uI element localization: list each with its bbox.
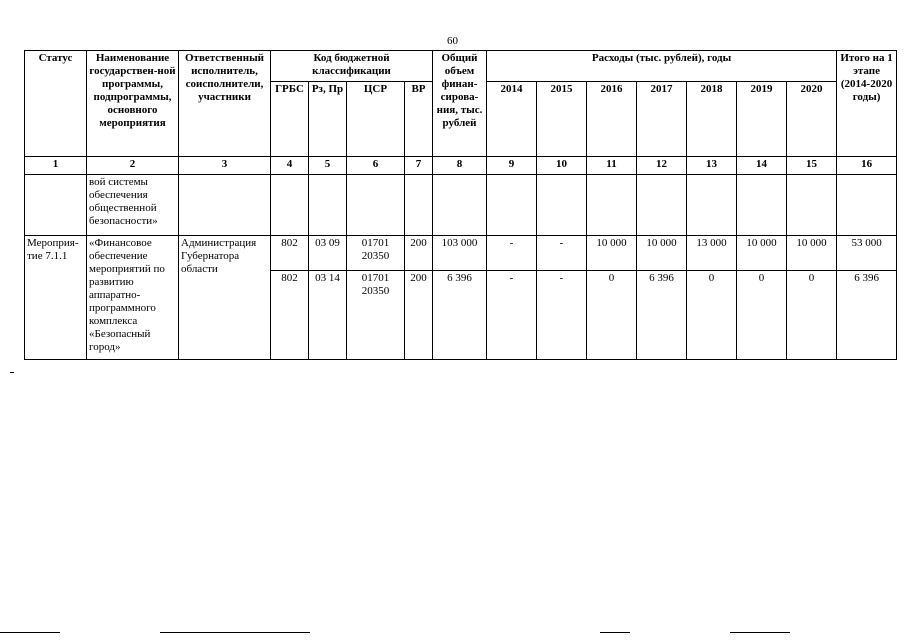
header-row-1 <box>25 51 897 82</box>
header-expenses-group: Расходы (тыс. рублей), годы <box>487 51 837 82</box>
column-number: 3 <box>179 157 271 175</box>
row2-year-2018: 0 <box>687 271 737 360</box>
header-budget-code-group: Код бюджетной классификации <box>271 51 433 82</box>
header-total-volume: Общий объем финан-сирова-ния, тыс. рублей <box>433 51 487 157</box>
row2-total: 6 396 <box>433 271 487 360</box>
activity-executor: Администрация Губернатора области <box>179 236 271 360</box>
row1-total: 103 000 <box>433 236 487 271</box>
row2-csr: 01701 20350 <box>347 271 405 360</box>
scan-edge-line <box>730 632 790 633</box>
column-number: 14 <box>737 157 787 175</box>
activity-name: «Финансовое обеспечение мероприятий по развитию аппаратно-программного комплекса «Безопасный город» <box>87 236 179 360</box>
column-number: 4 <box>271 157 309 175</box>
header-year-2015: 2015 <box>537 82 587 157</box>
row1-year-2020: 10 000 <box>787 236 837 271</box>
header-stage-total: Итого на 1 этапе (2014-2020 годы) <box>837 51 897 157</box>
row2-year-2014: - <box>487 271 537 360</box>
column-number: 2 <box>87 157 179 175</box>
header-vr: ВР <box>405 82 433 157</box>
header-year-2020: 2020 <box>787 82 837 157</box>
column-number: 16 <box>837 157 897 175</box>
activity-status: Мероприя-тие 7.1.1 <box>25 236 87 360</box>
continuation-row <box>25 175 897 236</box>
row2-year-2020: 0 <box>787 271 837 360</box>
column-number: 9 <box>487 157 537 175</box>
column-number: 6 <box>347 157 405 175</box>
row2-year-2017: 6 396 <box>637 271 687 360</box>
column-number: 12 <box>637 157 687 175</box>
header-year-2018: 2018 <box>687 82 737 157</box>
column-number: 11 <box>587 157 637 175</box>
header-executor: Ответственный исполнитель, соисполнители, участники <box>179 51 271 157</box>
page-number: 60 <box>447 35 458 47</box>
row2-year-2015: - <box>537 271 587 360</box>
row1-vr: 200 <box>405 236 433 271</box>
header-csr: ЦСР <box>347 82 405 157</box>
row2-vr: 200 <box>405 271 433 360</box>
continuation-status-cell <box>25 175 87 236</box>
column-number: 1 <box>25 157 87 175</box>
header-year-2016: 2016 <box>587 82 637 157</box>
row2-year-2019: 0 <box>737 271 787 360</box>
scan-edge-line <box>600 632 630 633</box>
column-number: 13 <box>687 157 737 175</box>
header-program-name: Наименование государствен-ной программы, подпрограммы, основного мероприятия <box>87 51 179 157</box>
row2-stage-total: 6 396 <box>837 271 897 360</box>
activity-row-1 <box>25 236 897 271</box>
column-number: 15 <box>787 157 837 175</box>
row1-year-2017: 10 000 <box>637 236 687 271</box>
scan-mark <box>10 372 14 373</box>
row2-grbs: 802 <box>271 271 309 360</box>
row1-stage-total: 53 000 <box>837 236 897 271</box>
scan-edge-line <box>0 632 60 633</box>
row2-rz-pr: 03 14 <box>309 271 347 360</box>
header-year-2014: 2014 <box>487 82 537 157</box>
row1-year-2016: 10 000 <box>587 236 637 271</box>
row1-year-2015: - <box>537 236 587 271</box>
column-number-row <box>25 157 897 175</box>
header-rz-pr: Рз, Пр <box>309 82 347 157</box>
row1-grbs: 802 <box>271 236 309 271</box>
column-number: 8 <box>433 157 487 175</box>
row2-year-2016: 0 <box>587 271 637 360</box>
budget-table <box>24 50 897 360</box>
row1-year-2014: - <box>487 236 537 271</box>
row1-csr: 01701 20350 <box>347 236 405 271</box>
column-number: 10 <box>537 157 587 175</box>
row1-year-2018: 13 000 <box>687 236 737 271</box>
header-year-2017: 2017 <box>637 82 687 157</box>
header-grbs: ГРБС <box>271 82 309 157</box>
column-number: 7 <box>405 157 433 175</box>
row1-year-2019: 10 000 <box>737 236 787 271</box>
header-status: Статус <box>25 51 87 157</box>
row1-rz-pr: 03 09 <box>309 236 347 271</box>
continuation-name: вой системы обеспечения общественной безопасности» <box>87 175 179 236</box>
scan-edge-line <box>160 632 310 633</box>
header-year-2019: 2019 <box>737 82 787 157</box>
column-number: 5 <box>309 157 347 175</box>
